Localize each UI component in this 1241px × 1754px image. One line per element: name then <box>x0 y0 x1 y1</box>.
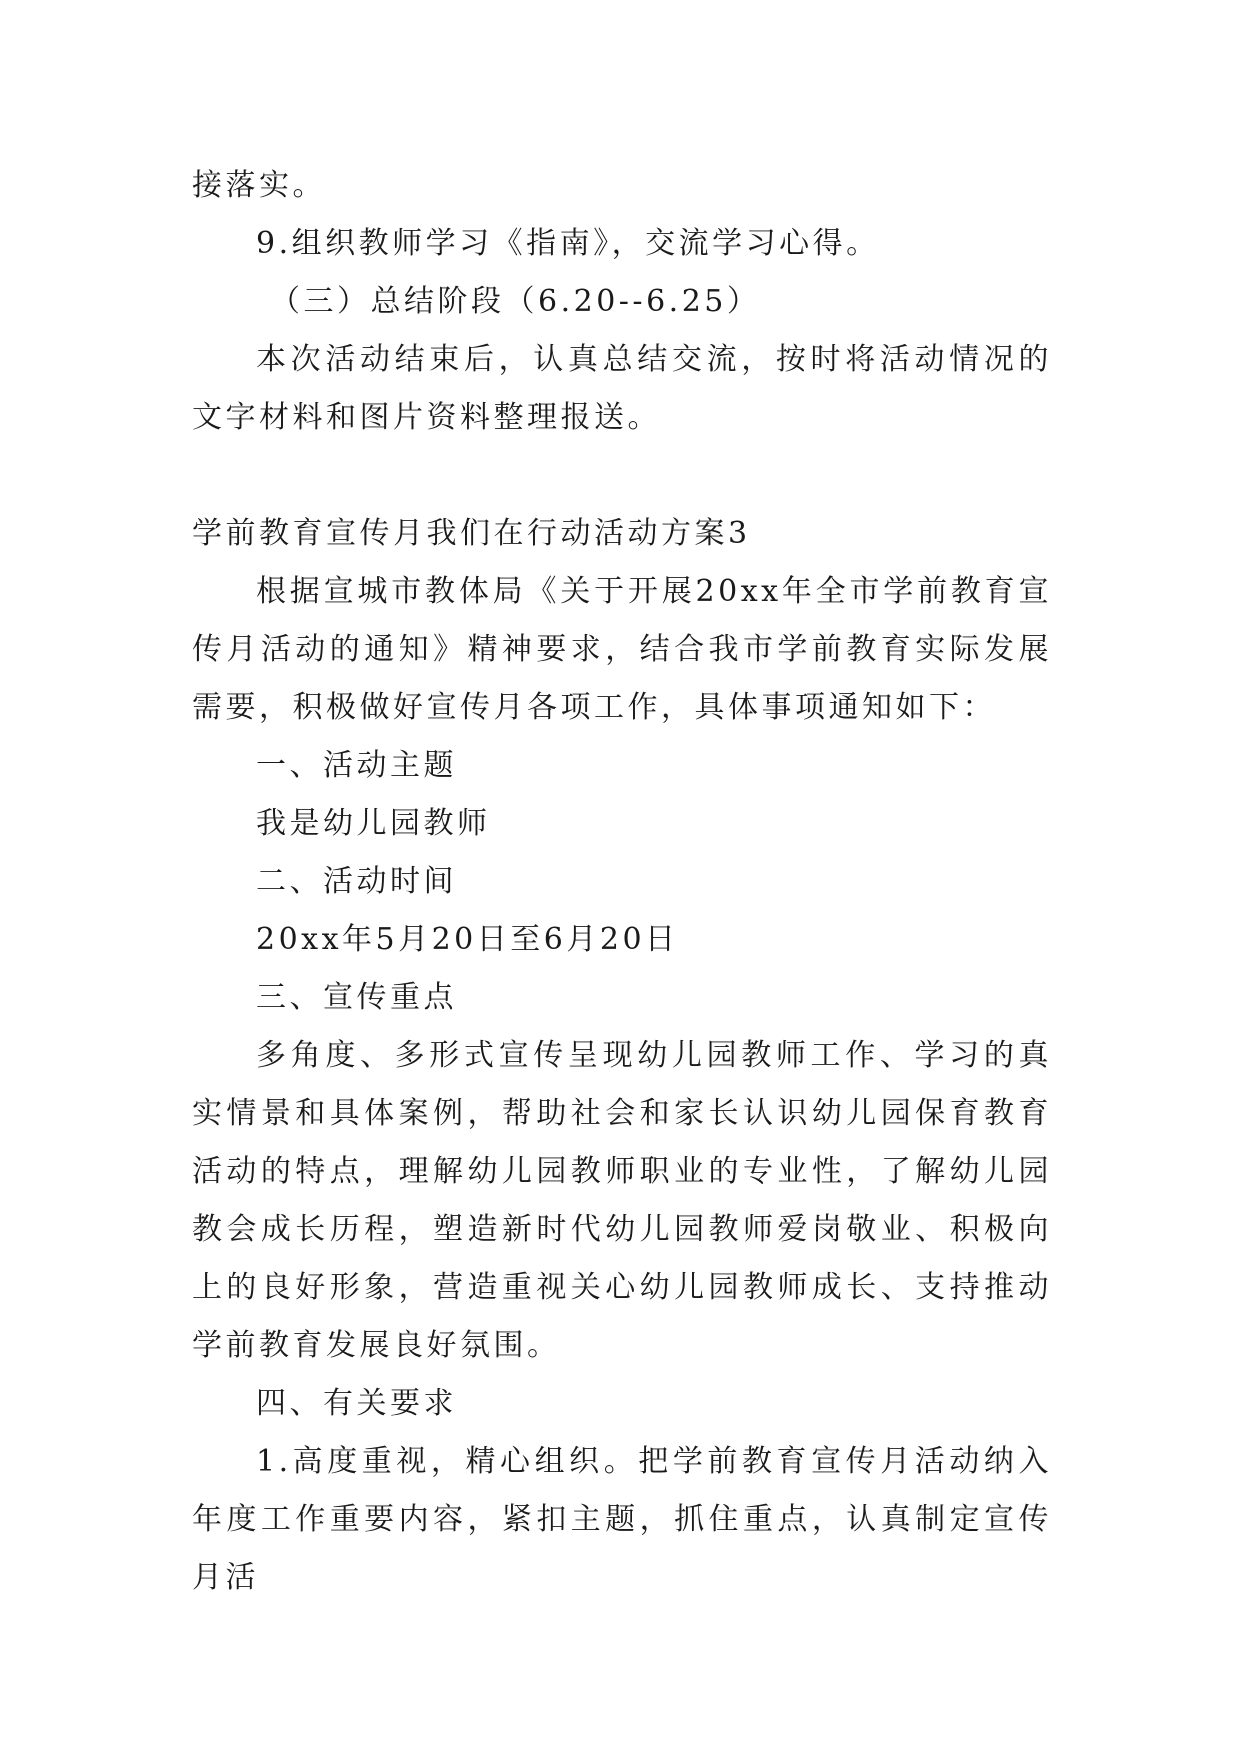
blank-line <box>192 447 1052 505</box>
paragraph-intro: 根据宣城市教体局《关于开展20xx年全市学前教育宣传月活动的通知》精神要求，结合我市学前教育实际发展需要，积极做好宣传月各项工作，具体事项通知如下： <box>192 574 1052 725</box>
paragraph-requirement-1: 1.高度重视，精心组织。把学前教育宣传月活动纳入年度工作重要内容，紧扣主题，抓住重点，认真制定宣传月活 <box>192 1444 1052 1595</box>
paragraph-item-9: 9.组织教师学习《指南》，交流学习心得。 <box>256 226 880 261</box>
section-heading-focus: 三、宣传重点 <box>256 980 457 1015</box>
section-heading-requirements: 四、有关要求 <box>256 1386 457 1421</box>
paragraph-continuation: 接落实。 <box>192 168 326 203</box>
paragraph-summary: 本次活动结束后，认真总结交流，按时将活动情况的文字材料和图片资料整理报送。 <box>192 342 1052 435</box>
section-heading-summary-stage: （三）总结阶段（6.20--6.25） <box>270 284 761 319</box>
paragraph-theme: 我是幼儿园教师 <box>256 806 491 841</box>
section-heading-time: 二、活动时间 <box>256 864 457 899</box>
section-heading-theme: 一、活动主题 <box>256 748 457 783</box>
paragraph-time: 20xx年5月20日至6月20日 <box>256 922 679 957</box>
paragraph-focus: 多角度、多形式宣传呈现幼儿园教师工作、学习的真实情景和具体案例，帮助社会和家长认识幼儿园保育教育活动的特点，理解幼儿园教师职业的专业性，了解幼儿园教会成长历程，塑造新时代幼儿园教师爱岗敬业、积极向上的良好形象，营造重视关心幼儿园教师成长、支持推动学前教育发展良好氛围。 <box>192 1038 1052 1363</box>
document-title: 学前教育宣传月我们在行动活动方案3 <box>192 516 751 551</box>
document-body <box>192 157 1052 1607</box>
